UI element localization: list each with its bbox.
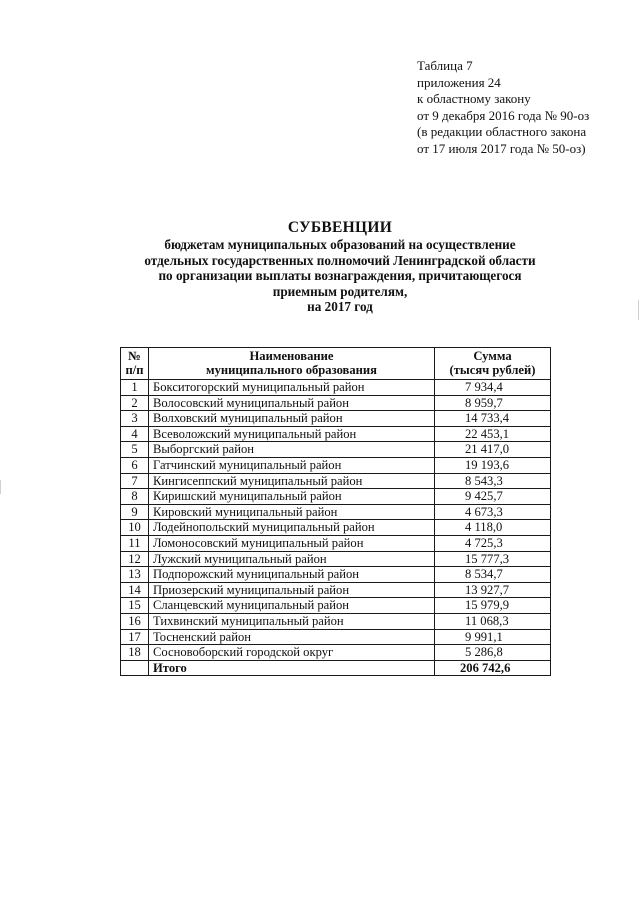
row-sum: 14 733,4 (435, 411, 551, 427)
title-line: бюджетам муниципальных образований на осуществление (164, 237, 516, 252)
table-row (121, 582, 551, 598)
row-number: 4 (121, 426, 149, 442)
header-sum-line1: Сумма (473, 349, 512, 363)
table-row (121, 380, 551, 396)
table-row (121, 442, 551, 458)
header-sum-line2: (тысяч рублей) (449, 362, 536, 377)
row-number: 5 (121, 442, 149, 458)
row-sum: 4 118,0 (435, 520, 551, 536)
appendix-note (417, 58, 627, 158)
row-number: 1 (121, 380, 149, 396)
row-number: 11 (121, 535, 149, 551)
row-sum: 4 673,3 (435, 504, 551, 520)
table-header-row (121, 348, 551, 380)
row-sum: 5 286,8 (435, 645, 551, 661)
row-name: Киришский муниципальный район (149, 489, 435, 505)
note-line: от 17 июля 2017 года № 50-оз) (417, 140, 586, 156)
total-label: Итого (149, 660, 435, 676)
row-sum: 19 193,6 (435, 457, 551, 473)
row-sum: 22 453,1 (435, 426, 551, 442)
title-line: приемным родителям, (272, 283, 408, 299)
row-sum: 15 777,3 (435, 551, 551, 567)
row-number: 7 (121, 473, 149, 489)
row-number: 16 (121, 613, 149, 629)
table-row (121, 395, 551, 411)
document-title: СУБВЕНЦИИ (287, 219, 393, 236)
row-name: Тосненский район (149, 629, 435, 645)
header-number (121, 348, 149, 380)
row-sum: 13 927,7 (435, 582, 551, 598)
note-line: от 9 декабря 2016 года № 90-оз (417, 107, 590, 123)
row-name: Ломоносовский муниципальный район (149, 535, 435, 551)
row-name: Бокситогорский муниципальный район (149, 380, 435, 396)
row-number: 3 (121, 411, 149, 427)
row-sum: 4 725,3 (435, 535, 551, 551)
row-sum: 11 068,3 (435, 613, 551, 629)
table-row (121, 535, 551, 551)
row-name: Лодейнопольский муниципальный район (149, 520, 435, 536)
row-number: 18 (121, 645, 149, 661)
header-name-line2: муниципального образования (206, 362, 377, 377)
row-number: 6 (121, 457, 149, 473)
note-line: Таблица 7 (417, 58, 473, 73)
row-sum: 9 991,1 (435, 629, 551, 645)
title-line: отдельных государственных полномочий Ленинградской области (144, 252, 536, 268)
header-name-line1: Наименование (249, 349, 334, 363)
row-name: Сосновоборский городской округ (149, 645, 435, 661)
row-name: Гатчинский муниципальный район (149, 457, 435, 473)
row-sum: 9 425,7 (435, 489, 551, 505)
title-line: по организации выплаты вознаграждения, причитающегося (158, 268, 522, 284)
table-row (121, 504, 551, 520)
row-name: Тихвинский муниципальный район (149, 613, 435, 629)
table-row (121, 473, 551, 489)
note-line: приложения 24 (417, 74, 501, 90)
document-title-block (100, 218, 580, 315)
row-number: 8 (121, 489, 149, 505)
row-sum: 21 417,0 (435, 442, 551, 458)
note-line: (в редакции областного закона (417, 124, 587, 140)
table-row (121, 567, 551, 583)
row-number: 17 (121, 629, 149, 645)
table-row (121, 629, 551, 645)
subsidies-table-wrap (120, 347, 550, 676)
row-name: Волосовский муниципальный район (149, 395, 435, 411)
row-number: 10 (121, 520, 149, 536)
row-sum: 8 534,7 (435, 567, 551, 583)
row-name: Волховский муниципальный район (149, 411, 435, 427)
row-name: Выборгский район (149, 442, 435, 458)
row-name: Лужский муниципальный район (149, 551, 435, 567)
table-row (121, 551, 551, 567)
row-number: 15 (121, 598, 149, 614)
row-number: 2 (121, 395, 149, 411)
title-line: на 2017 год (307, 299, 373, 315)
header-sum (435, 348, 551, 380)
row-name: Сланцевский муниципальный район (149, 598, 435, 614)
row-sum: 8 959,7 (435, 395, 551, 411)
table-row (121, 645, 551, 661)
row-name: Приозерский муниципальный район (149, 582, 435, 598)
row-sum: 8 543,3 (435, 473, 551, 489)
table-row (121, 426, 551, 442)
row-sum: 15 979,9 (435, 598, 551, 614)
total-number (121, 660, 149, 676)
row-number: 14 (121, 582, 149, 598)
table-total-row (121, 660, 551, 676)
table-row (121, 411, 551, 427)
subsidies-table (120, 347, 551, 676)
table-row (121, 520, 551, 536)
row-name: Всеволожский муниципальный район (149, 426, 435, 442)
scan-edge-mark (638, 300, 639, 320)
note-line: к областному закону (417, 91, 531, 107)
table-row (121, 457, 551, 473)
table-row (121, 598, 551, 614)
scan-edge-mark (0, 480, 1, 494)
row-name: Кировский муниципальный район (149, 504, 435, 520)
row-sum: 7 934,4 (435, 380, 551, 396)
header-name (149, 348, 435, 380)
table-row (121, 489, 551, 505)
row-number: 9 (121, 504, 149, 520)
row-name: Подпорожский муниципальный район (149, 567, 435, 583)
row-name: Кингисеппский муниципальный район (149, 473, 435, 489)
table-row (121, 613, 551, 629)
total-sum: 206 742,6 (435, 660, 551, 676)
row-number: 13 (121, 567, 149, 583)
row-number: 12 (121, 551, 149, 567)
header-number-line1: № (128, 349, 141, 363)
header-number-line2: п/п (125, 362, 144, 377)
